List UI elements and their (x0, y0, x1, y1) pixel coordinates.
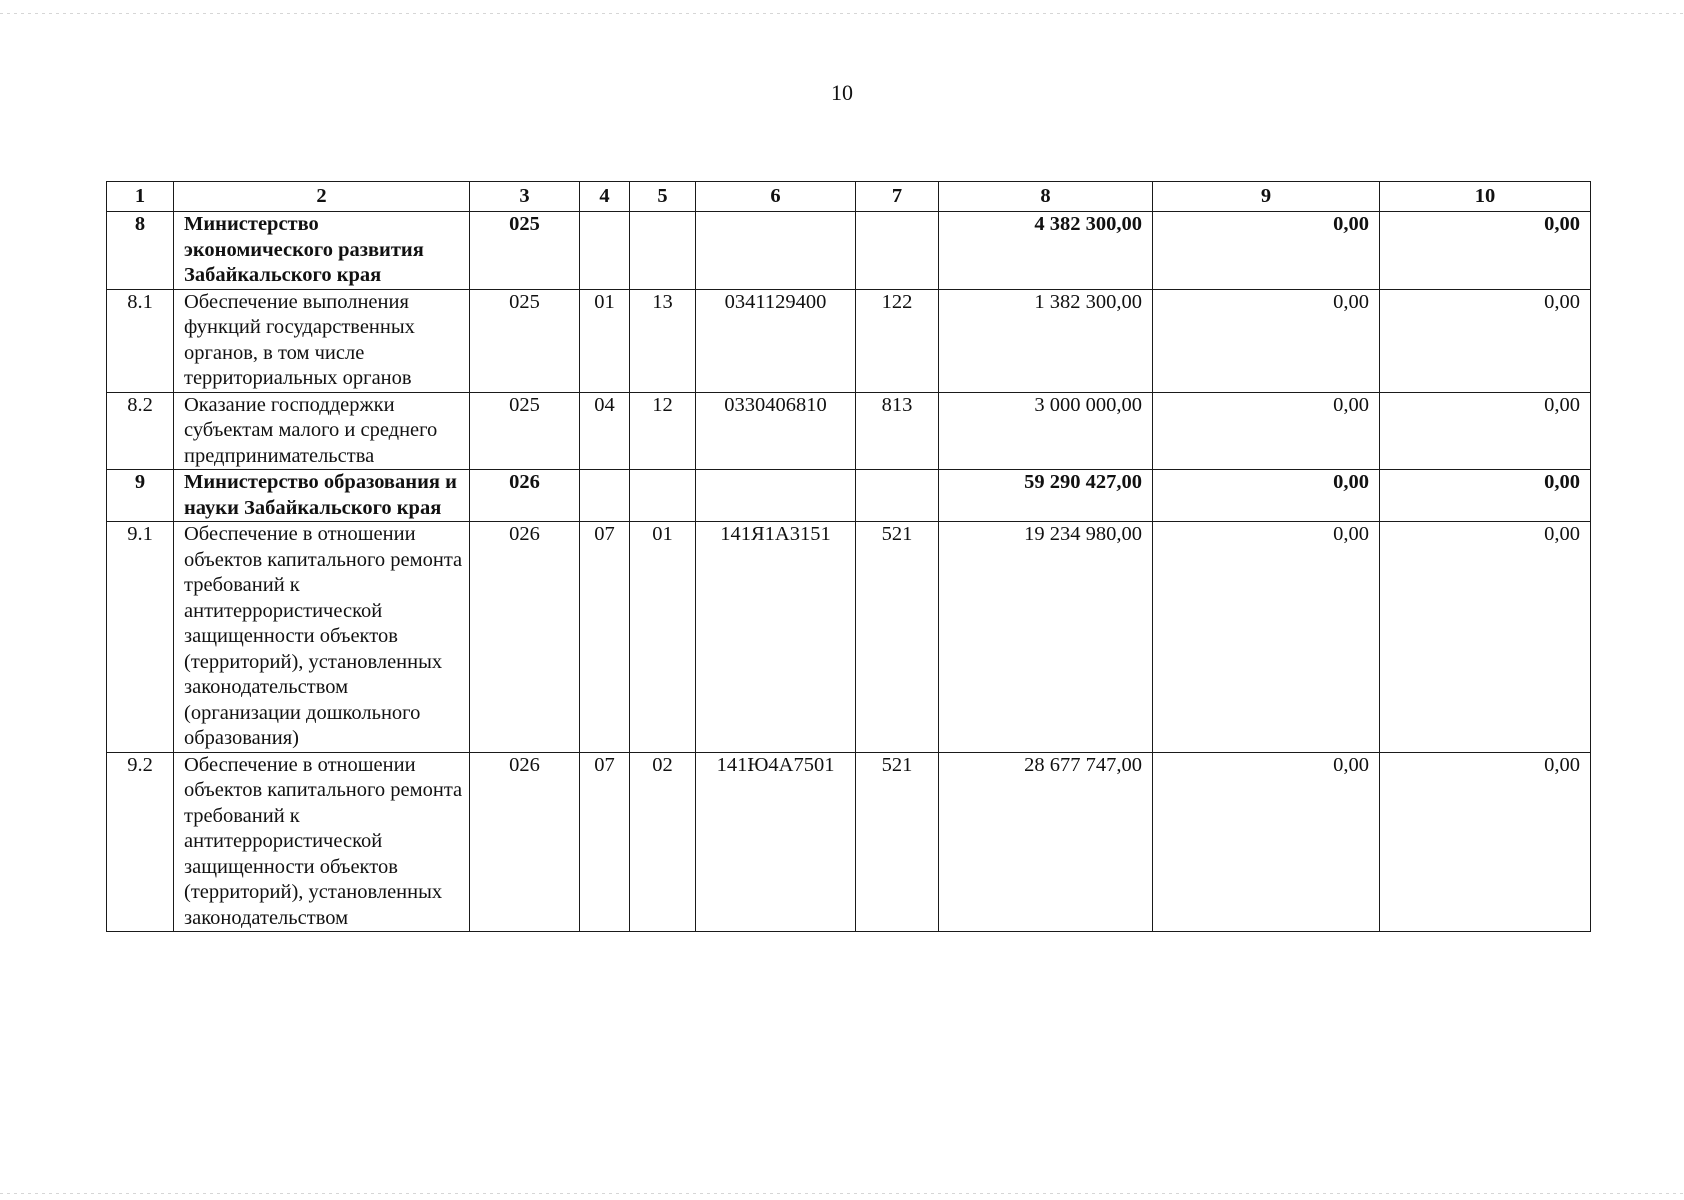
table-row (107, 470, 1591, 522)
cell-amount: 28 677 747,00 (939, 752, 1153, 932)
cell-amount: 0,00 (1153, 522, 1380, 753)
page-number: 10 (831, 80, 853, 105)
cell-amount: 0,00 (1153, 752, 1380, 932)
row-description: Министерство образования и науки Забайкальского края (174, 470, 470, 522)
cell-code: 141Я1А3151 (696, 522, 856, 753)
cell-code (580, 212, 630, 290)
row-description: Обеспечение в отношении объектов капитального ремонта требований к антитеррористической защищенности объектов (территорий), установленных законодательством (организации дошкольного образования) (174, 522, 470, 753)
cell-code (630, 212, 696, 290)
cell-code (696, 212, 856, 290)
cell-code: 13 (630, 289, 696, 392)
cell-amount: 0,00 (1380, 470, 1591, 522)
header-row (107, 182, 1591, 212)
cell-code: 0330406810 (696, 392, 856, 470)
column-header: 4 (580, 182, 630, 212)
column-header: 1 (107, 182, 174, 212)
column-header: 3 (470, 182, 580, 212)
cell-amount: 0,00 (1153, 470, 1380, 522)
row-number: 8 (107, 212, 174, 290)
cell-code: 141Ю4А7501 (696, 752, 856, 932)
cell-code: 813 (856, 392, 939, 470)
cell-code (856, 470, 939, 522)
cell-code: 025 (470, 212, 580, 290)
row-number: 8.1 (107, 289, 174, 392)
row-description: Обеспечение выполнения функций государственных органов, в том числе территориальных органов (174, 289, 470, 392)
row-number: 9 (107, 470, 174, 522)
column-header: 5 (630, 182, 696, 212)
table-row (107, 752, 1591, 932)
cell-amount: 19 234 980,00 (939, 522, 1153, 753)
column-header: 7 (856, 182, 939, 212)
cell-code: 026 (470, 470, 580, 522)
cell-code: 026 (470, 522, 580, 753)
cell-code: 12 (630, 392, 696, 470)
scan-artifact-bottom (0, 1193, 1684, 1194)
cell-code: 025 (470, 392, 580, 470)
table-row (107, 212, 1591, 290)
row-description: Министерство экономического развития Забайкальского края (174, 212, 470, 290)
cell-amount: 3 000 000,00 (939, 392, 1153, 470)
row-number: 8.2 (107, 392, 174, 470)
cell-code: 0341129400 (696, 289, 856, 392)
column-header: 9 (1153, 182, 1380, 212)
column-header: 2 (174, 182, 470, 212)
cell-code: 01 (580, 289, 630, 392)
cell-code: 07 (580, 522, 630, 753)
row-description: Обеспечение в отношении объектов капитального ремонта требований к антитеррористической защищенности объектов (территорий), установленных законодательством (174, 752, 470, 932)
cell-amount: 0,00 (1380, 392, 1591, 470)
cell-amount: 59 290 427,00 (939, 470, 1153, 522)
cell-code: 01 (630, 522, 696, 753)
cell-amount: 0,00 (1380, 212, 1591, 290)
cell-amount: 0,00 (1380, 289, 1591, 392)
column-header: 10 (1380, 182, 1591, 212)
cell-amount: 4 382 300,00 (939, 212, 1153, 290)
row-number: 9.2 (107, 752, 174, 932)
cell-amount: 0,00 (1153, 289, 1380, 392)
column-header: 8 (939, 182, 1153, 212)
table-row (107, 392, 1591, 470)
cell-amount: 0,00 (1153, 392, 1380, 470)
column-header: 6 (696, 182, 856, 212)
row-number: 9.1 (107, 522, 174, 753)
cell-amount: 0,00 (1153, 212, 1380, 290)
cell-code: 04 (580, 392, 630, 470)
cell-code (630, 470, 696, 522)
row-description: Оказание господдержки субъектам малого и среднего предпринимательства (174, 392, 470, 470)
cell-code (696, 470, 856, 522)
cell-code (856, 212, 939, 290)
table-row (107, 522, 1591, 753)
cell-code: 122 (856, 289, 939, 392)
budget-table (106, 181, 1591, 932)
table-row (107, 289, 1591, 392)
cell-amount: 0,00 (1380, 752, 1591, 932)
cell-amount: 0,00 (1380, 522, 1591, 753)
cell-amount: 1 382 300,00 (939, 289, 1153, 392)
cell-code: 521 (856, 752, 939, 932)
cell-code: 521 (856, 522, 939, 753)
cell-code: 025 (470, 289, 580, 392)
cell-code: 07 (580, 752, 630, 932)
cell-code: 026 (470, 752, 580, 932)
cell-code (580, 470, 630, 522)
scan-artifact-top (0, 13, 1684, 14)
cell-code: 02 (630, 752, 696, 932)
